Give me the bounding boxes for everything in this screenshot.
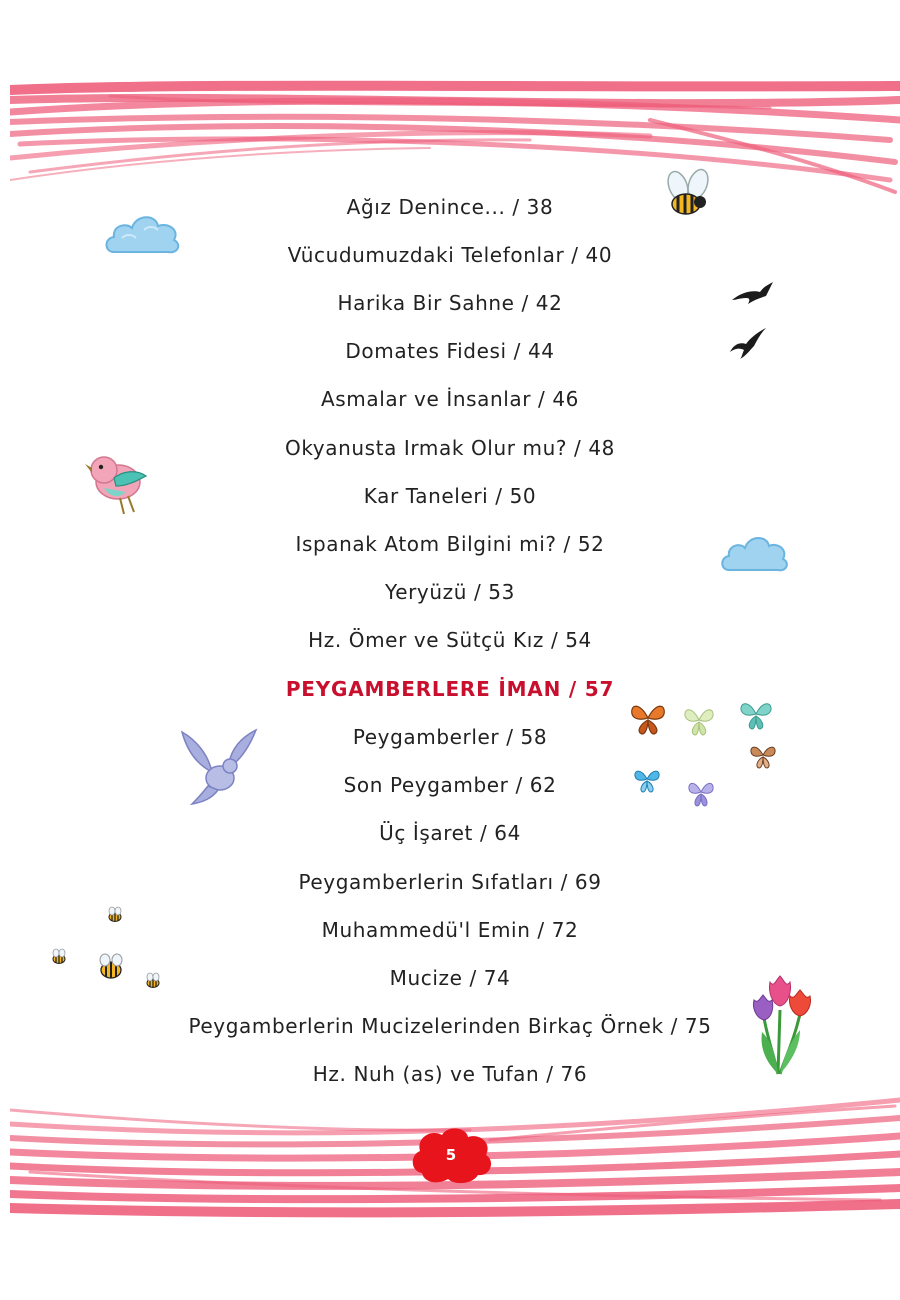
butterfly-icon: [632, 766, 662, 794]
bee-icon: [144, 972, 162, 990]
swallow-icon: [730, 280, 774, 308]
butterfly-icon: [686, 778, 716, 808]
toc-entry[interactable]: Muhammedü'l Emin / 72: [321, 918, 579, 942]
butterfly-icon: [628, 700, 668, 738]
toc-entry[interactable]: Harika Bir Sahne / 42: [337, 291, 563, 315]
toc-entry[interactable]: Okyanusta Irmak Olur mu? / 48: [284, 436, 615, 460]
toc-entry[interactable]: Kar Taneleri / 50: [363, 484, 537, 508]
toc-entry[interactable]: Ispanak Atom Bilgini mi? / 52: [295, 532, 605, 556]
toc-entry[interactable]: Yeryüzü / 53: [385, 580, 515, 604]
bee-icon: [50, 948, 68, 966]
page-number: 5: [445, 1146, 457, 1164]
toc-entry[interactable]: Ağız Denince... / 38: [346, 195, 554, 219]
toc-entry[interactable]: Asmalar ve İnsanlar / 46: [321, 387, 579, 411]
pink-bird-icon: [84, 448, 150, 518]
butterfly-icon: [682, 704, 716, 738]
bee-icon: [106, 906, 124, 924]
swallow-icon: [728, 324, 768, 360]
toc-entry[interactable]: Hz. Ömer ve Sütçü Kız / 54: [308, 628, 592, 652]
dove-icon: [178, 724, 260, 806]
cloud-icon: [104, 208, 182, 258]
toc-entry[interactable]: Peygamberlerin Sıfatları / 69: [298, 870, 602, 894]
toc-entry[interactable]: Son Peygamber / 62: [343, 773, 557, 797]
toc-section-heading[interactable]: PEYGAMBERLERE İMAN / 57: [285, 677, 615, 701]
bee-icon: [96, 952, 126, 982]
bee-icon: [664, 168, 712, 228]
toc-entry[interactable]: Hz. Nuh (as) ve Tufan / 76: [312, 1062, 588, 1086]
toc-entry[interactable]: Peygamberlerin Mucizelerinden Birkaç Örnek / 75: [188, 1014, 712, 1038]
toc-entry[interactable]: Üç İşaret / 64: [379, 821, 521, 845]
cloud-icon: [720, 530, 790, 575]
toc-entry[interactable]: Peygamberler / 58: [352, 725, 548, 749]
butterfly-icon: [748, 742, 778, 770]
butterfly-icon: [738, 698, 774, 732]
toc-entry[interactable]: Domates Fidesi / 44: [345, 339, 555, 363]
tulip-icon: [750, 970, 816, 1078]
toc-entry[interactable]: Mucize / 74: [389, 966, 511, 990]
page-number-badge: [408, 1125, 494, 1185]
toc-entry[interactable]: Vücudumuzdaki Telefonlar / 40: [287, 243, 613, 267]
